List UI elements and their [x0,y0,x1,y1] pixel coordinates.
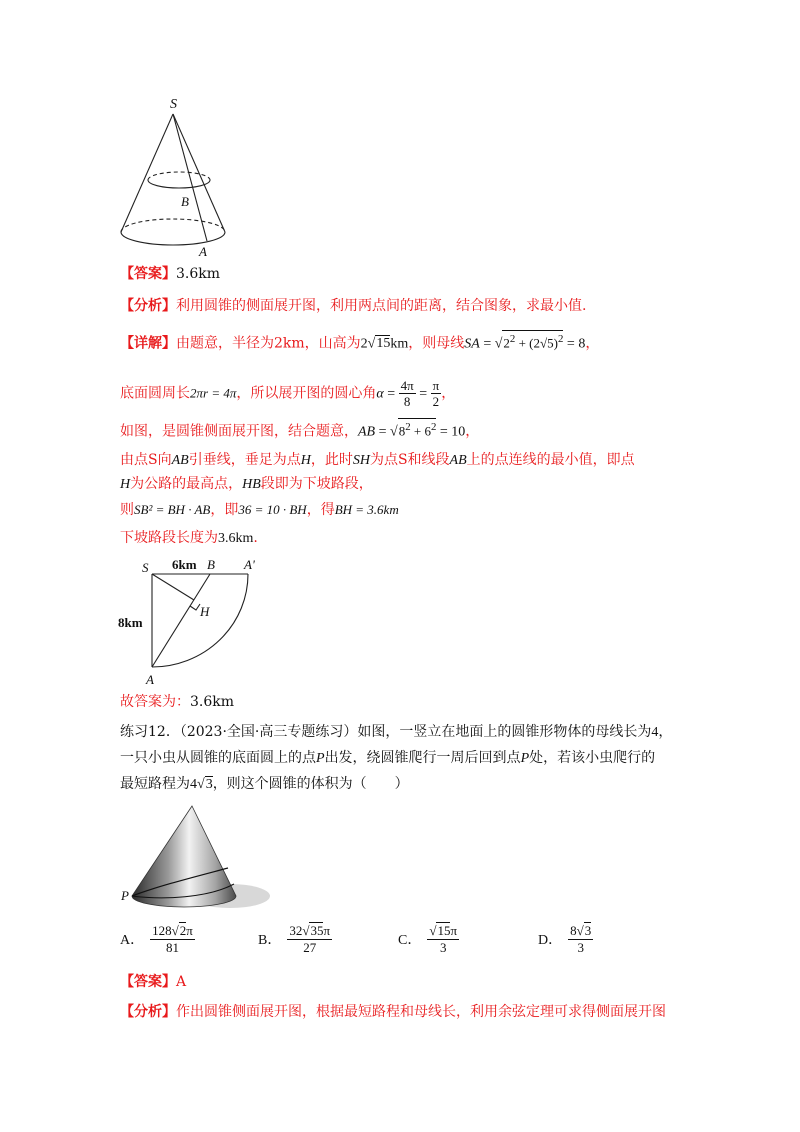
detail-line-5: H为公路的最高点，HB段即为下坡路段， [120,476,373,492]
label-6km: 6km [172,557,197,572]
label-s: S [170,97,177,112]
answer-value: 3.6km [176,266,221,282]
detail-line-2: 底面圆周长2πr = 4π，所以展开图的圆心角α = $\frac{4\pi}{8}$ = $\frac{\pi}{2}$ ， [120,378,456,409]
label-8km: 8km [118,615,143,630]
final-answer-line: 故答案为：3.6km [120,694,235,710]
cone-figure-1 [115,92,235,264]
analysis-tag: 【分析】 [120,298,176,314]
detail-tag: 【详解】 [120,335,176,352]
label-b: B [181,194,189,209]
option-d[interactable]: D． $\frac{8√3}{3}$ [538,923,592,955]
detail-line-7: 下坡路段长度为3.6km. [120,530,258,546]
analysis-line-2: 【分析】作出圆锥侧面展开图，根据最短路程和母线长，利用余弦定理可求得侧面展开图 [120,1004,666,1020]
option-b[interactable]: B． $\frac{32√35\pi}{27}$ [258,923,331,955]
option-a[interactable]: A． $\frac{128√2\pi}{81}$ [120,923,193,955]
question-12-line-1: 练习12．（2023·全国·高三专题练习）如图，一竖立在地面上的圆锥形物体的母线长为4， [120,724,673,740]
label-p: P [121,888,129,903]
label-b2: B [207,557,215,572]
sector-figure [110,552,280,690]
answer-line-1 [120,264,220,284]
fraction-4pi-8: $\frac{4\pi}{8}$ [400,378,414,409]
option-c[interactable]: C． $\frac{√15\pi}{3}$ [398,923,458,955]
label-a-prime: A' [244,557,255,572]
shaded-cone-figure [118,800,278,912]
question-12-line-3: 最短路程为4√3，则这个圆锥的体积为（ ） [120,776,409,792]
detail-line-3: 如图，是圆锥侧面展开图，结合题意，AB = $√8^2 + 6^2 = 10$， [120,418,479,442]
fraction-pi-2: $\frac{\pi}{2}$ [432,378,440,409]
answer-tag: 【答案】 [120,266,176,282]
label-h: H [200,604,210,619]
question-12-line-2: 一只小虫从圆锥的底面圆上的点P出发，绕圆锥爬行一周后回到点P处，若该小虫爬行的 [120,750,656,766]
label-a2: A [146,672,154,687]
label-s2: S [142,560,149,575]
detail-line-6: 则SB² = BH · AB，即36 = 10 · BH，得BH = 3.6km [120,502,399,518]
label-a: A [199,244,207,259]
detail-line-1: 【详解】由题意，半径为2km，山高为2√15km，则母线SA = $√2^2 + (2√5)^2 = 8$， [120,330,599,354]
analysis-text: 利用圆锥的侧面展开图，利用两点间的距离，结合图象，求最小值. [176,298,587,314]
detail-line-4: 由点S向AB引垂线，垂足为点H，此时SH为点S和线段AB上的点连线的最小值，即点 [120,452,635,468]
analysis-line-1 [120,296,586,316]
answer-line-2: 【答案】A [120,974,187,990]
